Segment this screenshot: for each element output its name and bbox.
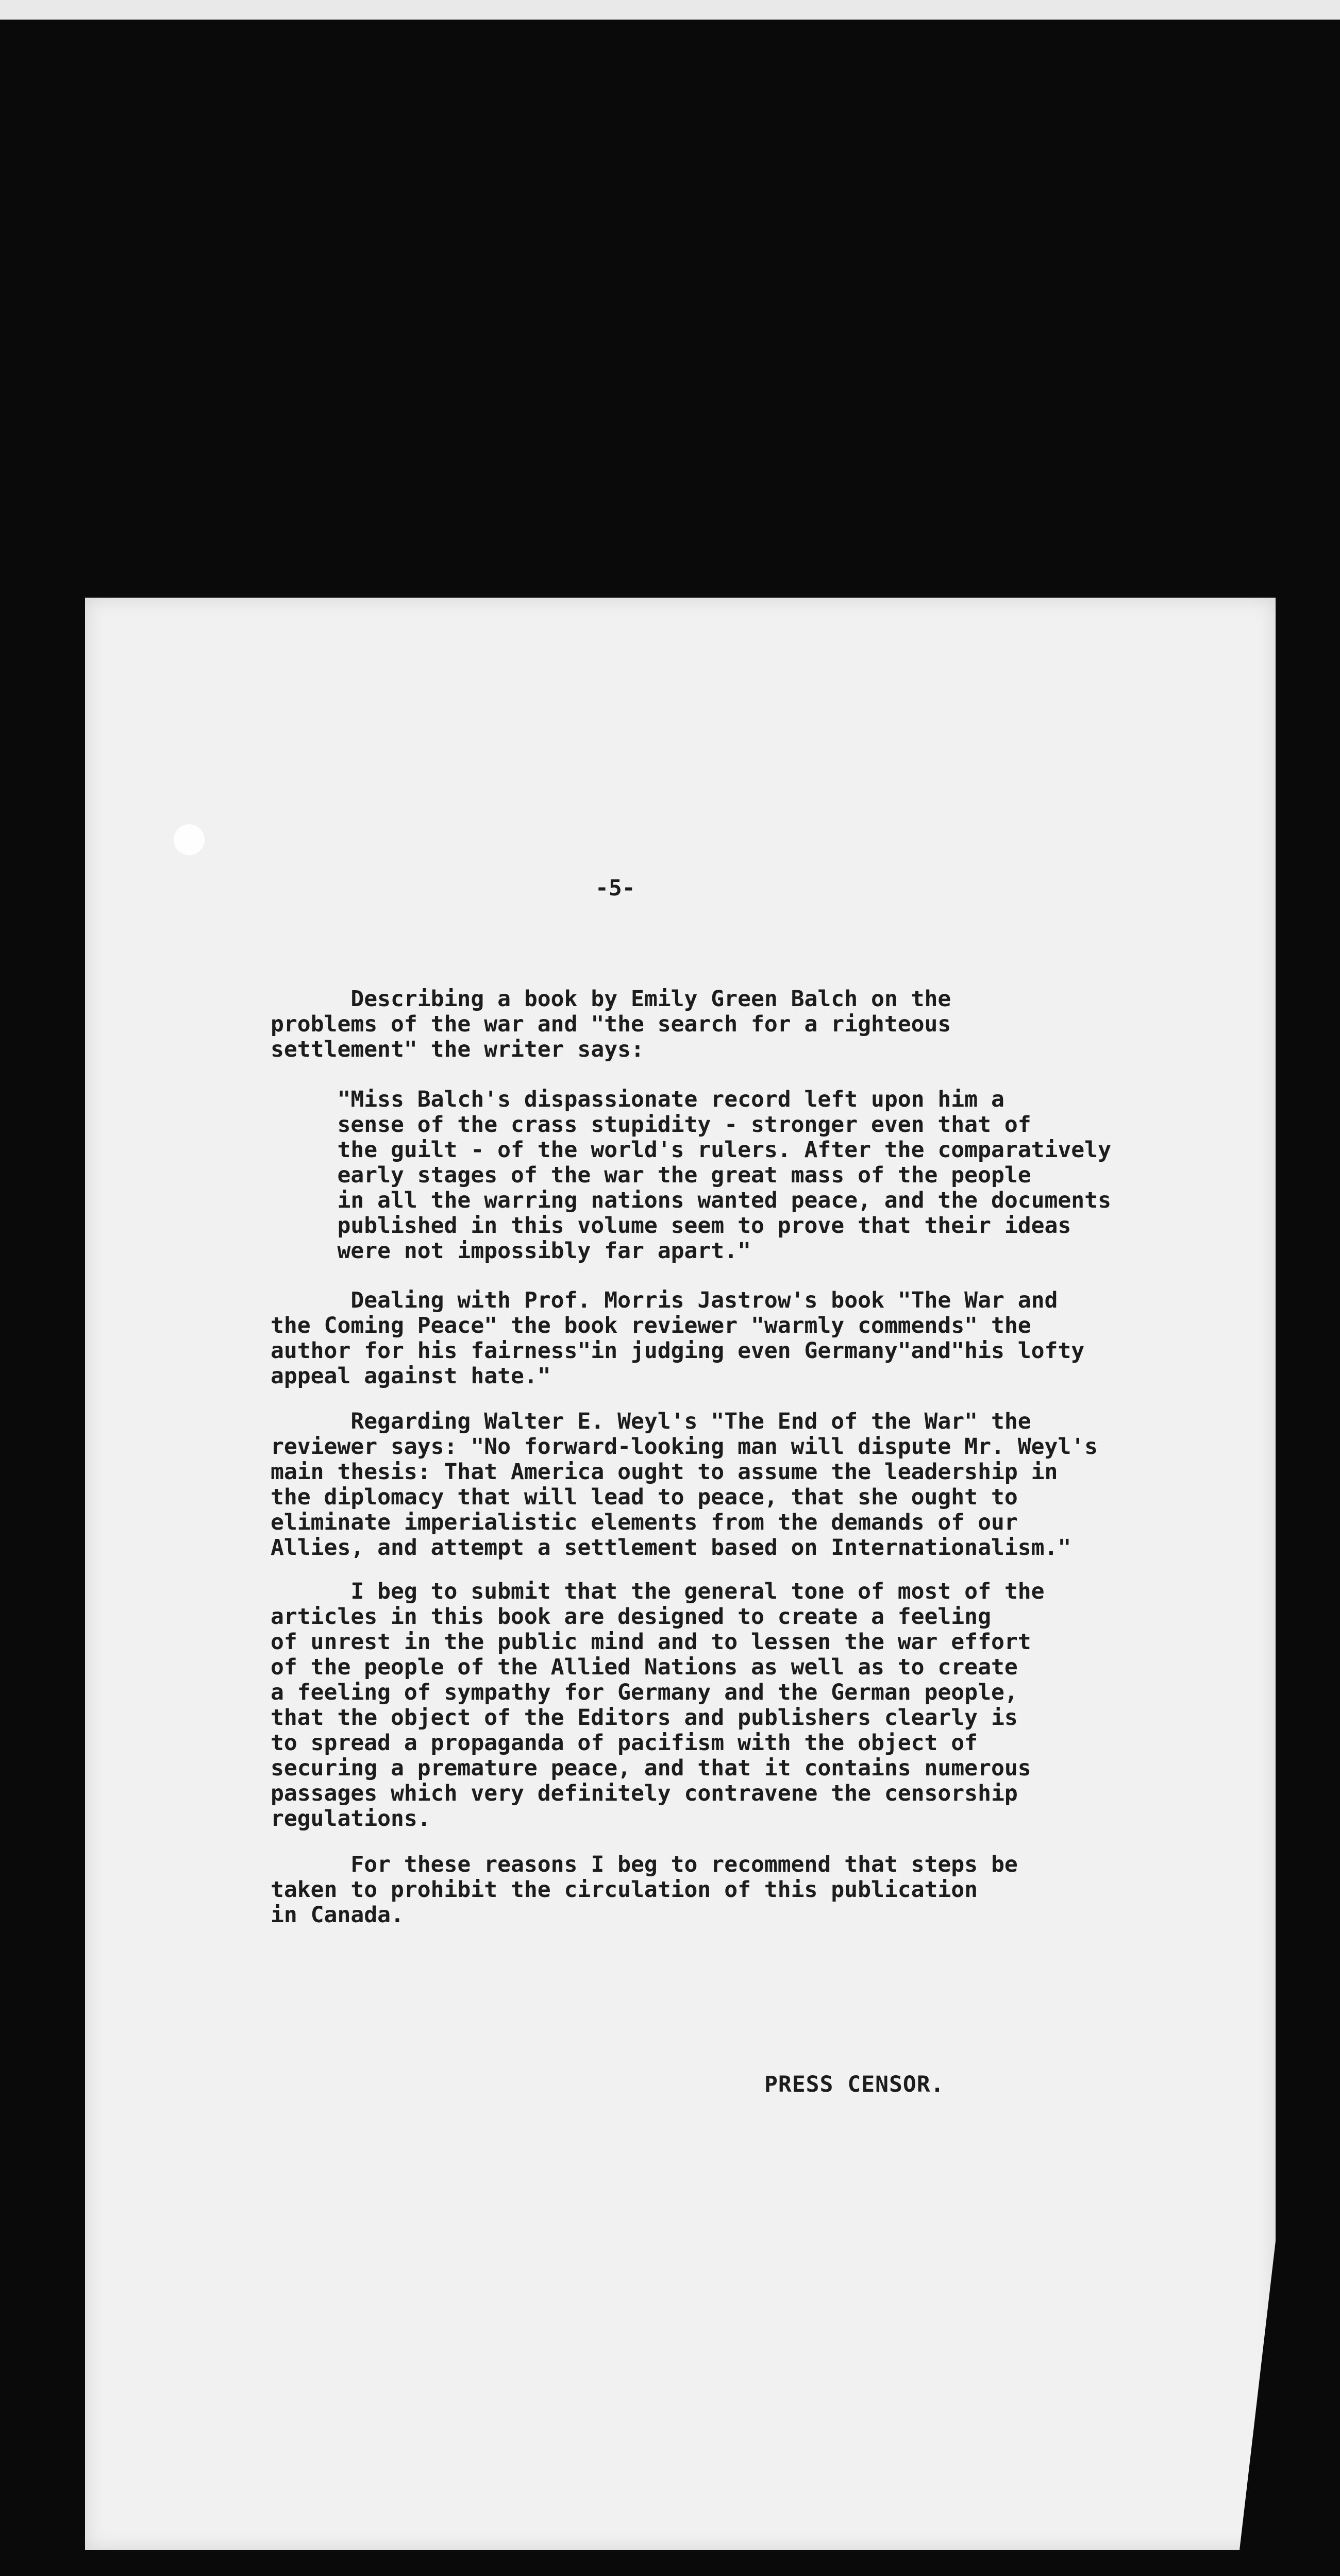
page-number: -5- [595, 875, 635, 901]
paragraph-weyl: Regarding Walter E. Weyl's "The End of the War" the reviewer says: "No forward-looking man will dispute Mr. Weyl's main thesis: That America ought to assume the leadership in the diplomacy that will lead to peace, that she ought to eliminate imperialistic elements from the demands of our Allies, and attempt a settlement based on Internationalism." [271, 1409, 1098, 1561]
paragraph-balch-quote: "Miss Balch's dispassionate record left upon him a sense of the crass stupidity - stronger even that of the guilt - of the world's rulers. After the comparatively early stages of the war the great mass of the people in all the warring nations wanted peace, and the documents published in this volume seem to prove that their ideas were not impossibly far apart." [337, 1087, 1111, 1264]
paragraph-jastrow: Dealing with Prof. Morris Jastrow's book "The War and the Coming Peace" the book reviewer "warmly commends" the author for his fairness"in judging even Germany"and"his lofty appeal against hate." [271, 1287, 1085, 1389]
page-corner-fold [1239, 2241, 1276, 2550]
signature-press-censor: PRESS CENSOR. [764, 2072, 945, 2097]
paper-spot [174, 824, 205, 855]
document-page [85, 598, 1276, 2550]
paragraph-balch-intro: Describing a book by Emily Green Balch on the problems of the war and "the search for a righteous settlement" the writer says: [271, 986, 951, 1062]
paragraph-submission: I beg to submit that the general tone of most of the articles in this book are designed to create a feeling of unrest in the public mind and to lessen the war effort of the people of the Allied Nations as well as to create a feeling of sympathy for Germany and the German people, that the object of the Editors and publishers clearly is to spread a propaganda of pacifism with the object of securing a premature peace, and that it contains numerous passages which very definitely contravene the censorship regulations. [271, 1579, 1045, 1832]
paragraph-recommendation: For these reasons I beg to recommend that steps be taken to prohibit the circulation of this publication in Canada. [271, 1852, 1018, 1928]
film-edge-strip [0, 0, 1340, 20]
